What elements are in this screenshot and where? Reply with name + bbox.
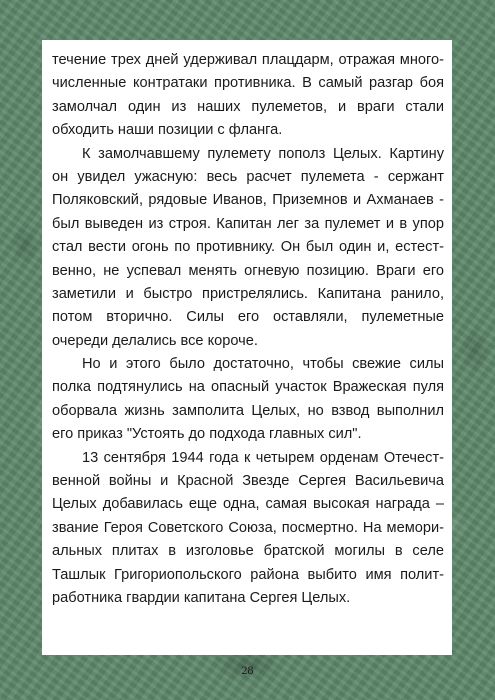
text-line: Ташлык Григориопольского района выбито имя полит- bbox=[52, 566, 444, 583]
text-line: венно, не успевал менять огневую позицию. Враги его bbox=[52, 262, 444, 279]
text-line: Но и этого было достаточно, чтобы свежие силы bbox=[82, 356, 444, 373]
body-text bbox=[52, 49, 444, 610]
text-line: Целых добавилась еще одна, самая высокая награда – bbox=[52, 496, 444, 513]
paragraph-4 bbox=[52, 447, 444, 611]
text-line: течение трех дней удерживал плацдарм, отражая много- bbox=[52, 52, 444, 68]
text-line: заметили и быстро пристрелялись. Капитана ранило, bbox=[52, 285, 444, 302]
paragraph-2 bbox=[52, 143, 444, 354]
text-line: венной войны и Красной Звезде Сергея Васильевича bbox=[52, 473, 444, 490]
text-line: был выведен из строя. Капитан лег за пулемет и в упор bbox=[52, 215, 444, 232]
text-line: К замолчавшему пулемету пополз Целых. Картину bbox=[82, 145, 444, 162]
text-line: альных плитах в изголовье братской могилы в селе bbox=[52, 543, 444, 560]
text-line: 13 сентября 1944 года к четырем орденам Отечест- bbox=[82, 449, 444, 466]
text-line: работника гвардии капитана Сергея Целых. bbox=[52, 589, 351, 606]
paragraph-1 bbox=[52, 49, 444, 143]
text-line: обходить наши позиции с фланга. bbox=[52, 122, 283, 139]
paragraph-3 bbox=[52, 353, 444, 447]
text-line: численные контратаки противника. В самый разгар боя bbox=[52, 75, 444, 92]
text-line: очереди делались все короче. bbox=[52, 332, 258, 349]
text-line: потом вторично. Силы его оставляли, пулеметные bbox=[52, 309, 444, 326]
text-line: Поляковский, рядовые Иванов, Приземнов и Ахманаев - bbox=[52, 192, 444, 209]
text-line: стал вести огонь по противнику. Он был один и, естест- bbox=[52, 239, 444, 256]
text-line: оборвала жизнь замполита Целых, но взвод выполнил bbox=[52, 402, 444, 419]
text-line: он увидел ужасную: весь расчет пулемета - сержант bbox=[52, 168, 444, 185]
text-line: его приказ "Устоять до подхода главных сил". bbox=[52, 426, 362, 443]
page-number: 28 bbox=[241, 663, 254, 677]
text-line: звание Героя Советского Союза, посмертно. На мемори- bbox=[52, 519, 444, 536]
text-line: замолчал один из наших пулеметов, и враги стали bbox=[52, 98, 444, 115]
text-line: полка подтянулись на опасный участок Вражеская пуля bbox=[52, 379, 444, 396]
